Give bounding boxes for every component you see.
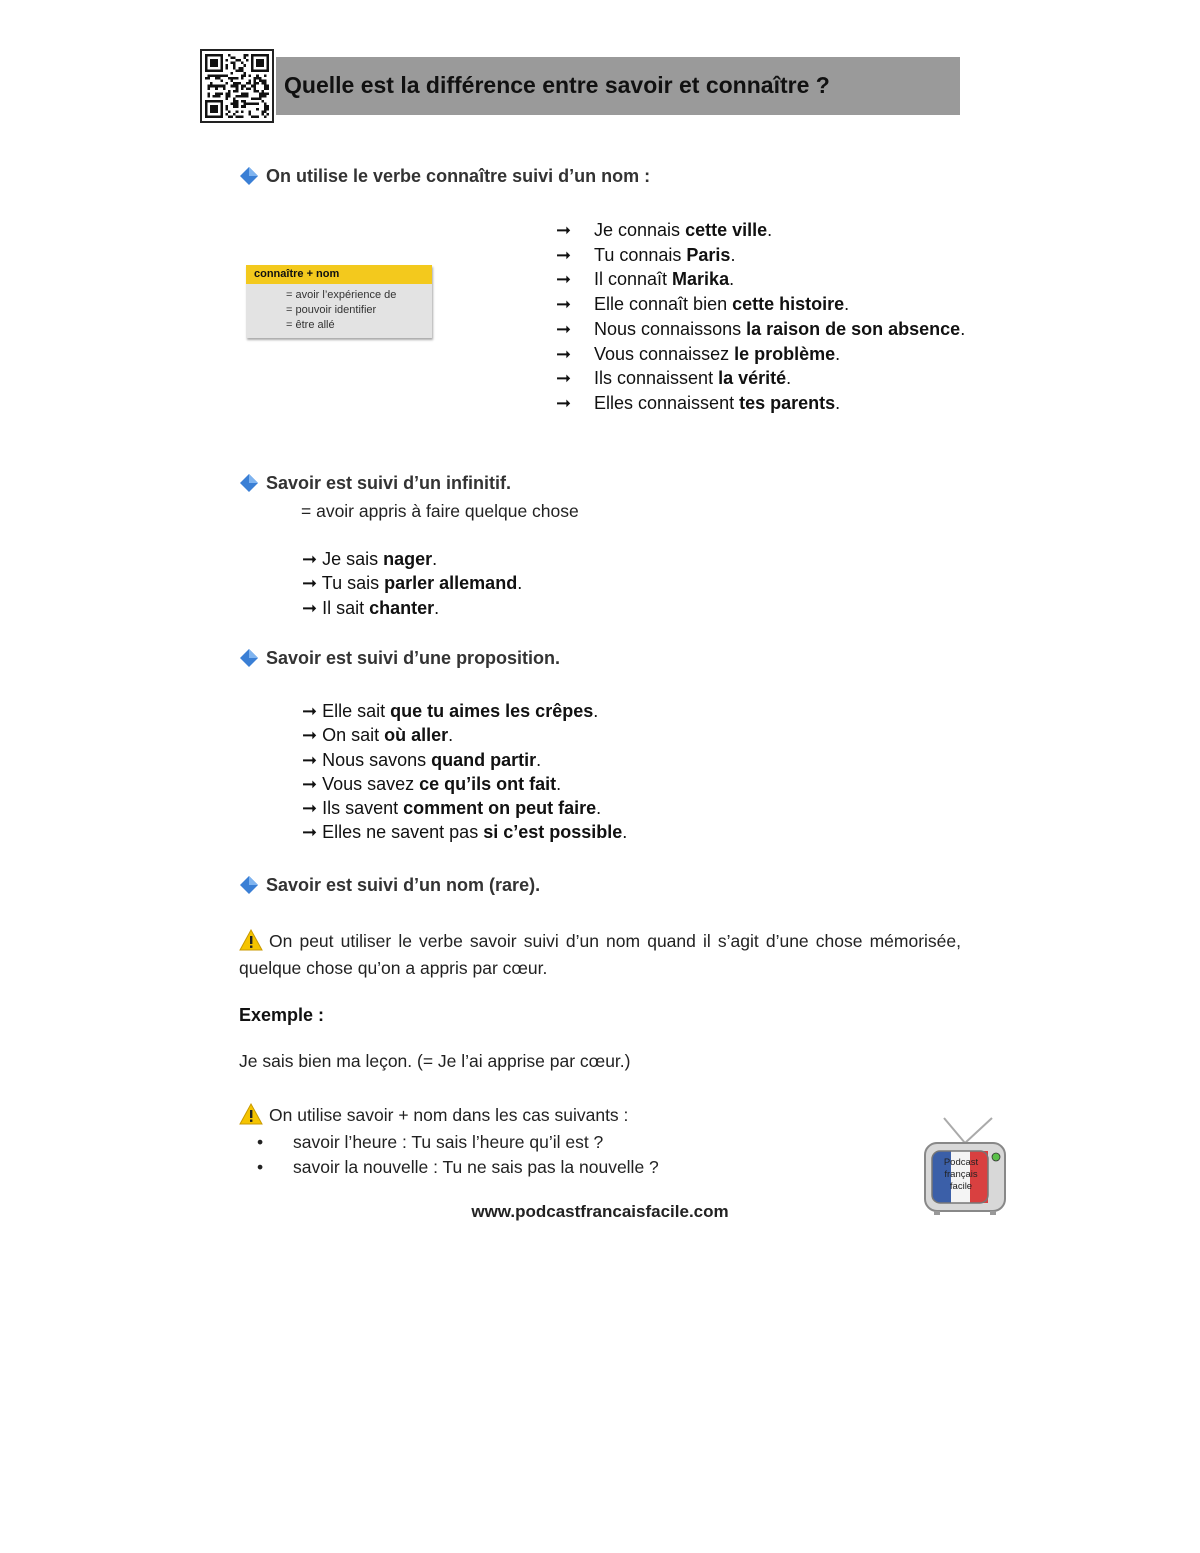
rule-box-line: = avoir l’expérience de xyxy=(286,289,397,301)
warning-text: On peut utiliser le verbe savoir suivi d’un nom quand il s’agit d’une chose mémorisée, quelque chose qu’on a appris par cœur. xyxy=(239,931,961,978)
diamond-bullet-icon xyxy=(239,875,259,895)
arrow-icon: ➞ xyxy=(302,725,323,746)
rule-box-title: connaître + nom xyxy=(246,265,432,284)
arrow-icon: ➞ xyxy=(556,318,572,339)
arrow-icon: ➞ xyxy=(556,343,572,364)
arrow-icon: ➞ xyxy=(302,573,322,594)
example-line: ➞ Vous connaissez le problème. xyxy=(556,342,965,367)
example-line: ➞ Tu sais parler allemand. xyxy=(302,573,523,594)
warning-cases-text: On utilise savoir + nom dans les cas suivants : xyxy=(269,1105,629,1125)
example-line: ➞ Je connais cette ville. xyxy=(556,218,965,243)
rule-box xyxy=(246,265,432,338)
section-infinitif-heading xyxy=(239,473,511,494)
arrow-icon: ➞ xyxy=(556,392,572,413)
example-sentence: Je sais bien ma leçon. (= Je l’ai apprise par cœur.) xyxy=(239,1051,631,1071)
example-line: ➞ Elles ne savent pas si c’est possible. xyxy=(302,822,628,843)
section-connaitre-heading xyxy=(239,166,650,187)
diamond-bullet-icon xyxy=(239,648,259,668)
warning-cases xyxy=(239,1102,628,1129)
diamond-bullet-icon xyxy=(239,473,259,493)
diamond-bullet-icon xyxy=(239,166,259,186)
list-item: • savoir l’heure : Tu sais l’heure qu’il est ? xyxy=(239,1130,659,1155)
rule-box-line: = être allé xyxy=(286,319,335,331)
section-heading-text: Savoir est suivi d’un infinitif. xyxy=(266,473,512,493)
example-line: ➞ Elles connaissent tes parents. xyxy=(556,391,965,416)
list-item: • savoir la nouvelle : Tu ne sais pas la nouvelle ? xyxy=(239,1155,659,1180)
example-line: ➞ On sait où aller. xyxy=(302,725,454,746)
proposition-example-list xyxy=(302,699,627,845)
rule-box-line: = pouvoir identifier xyxy=(286,304,377,316)
page-title: Quelle est la différence entre savoir et connaître ? xyxy=(284,72,830,98)
example-line: ➞ Ils connaissent la vérité. xyxy=(556,366,965,391)
section-heading-text: Savoir est suivi d’une proposition. xyxy=(266,648,561,668)
arrow-icon: ➞ xyxy=(556,294,572,315)
arrow-icon: ➞ xyxy=(302,701,323,721)
arrow-icon: ➞ xyxy=(302,749,323,770)
logo-text: Podcast français facile xyxy=(943,1157,979,1192)
section-nom-rare-heading xyxy=(239,875,540,896)
infinitif-example-list xyxy=(302,547,522,620)
bullet-dot-icon: • xyxy=(257,1157,264,1177)
example-line: ➞ Tu connais Paris. xyxy=(556,243,965,268)
arrow-icon: ➞ xyxy=(556,269,572,290)
arrow-icon: ➞ xyxy=(302,549,323,569)
example-line: ➞ Ils savent comment on peut faire. xyxy=(302,798,602,819)
warning-paragraph xyxy=(239,928,961,982)
example-line: ➞ Vous savez ce qu’ils ont fait. xyxy=(302,773,562,794)
qr-code-icon xyxy=(200,49,274,123)
section-heading-text: On utilise le verbe connaître suivi d’un nom : xyxy=(266,166,651,186)
example-line: ➞ Nous savons quand partir. xyxy=(302,749,542,770)
arrow-icon: ➞ xyxy=(302,798,323,819)
infinitif-definition: = avoir appris à faire quelque chose xyxy=(301,501,579,521)
arrow-icon: ➞ xyxy=(556,368,572,389)
connaitre-example-list xyxy=(556,218,965,416)
bullet-dot-icon: • xyxy=(257,1132,264,1152)
footer-url: www.podcastfrancaisfacile.com xyxy=(471,1202,729,1221)
example-line: ➞ Elle connaît bien cette histoire. xyxy=(556,292,965,317)
warning-icon xyxy=(239,929,263,951)
example-line: ➞ Il connaît Marika. xyxy=(556,267,965,292)
section-heading-text: Savoir est suivi d’un nom (rare). xyxy=(266,875,541,895)
arrow-icon: ➞ xyxy=(302,773,323,794)
example-label: Exemple : xyxy=(239,1005,325,1025)
example-line: ➞ Il sait chanter. xyxy=(302,597,440,618)
arrow-icon: ➞ xyxy=(556,220,572,240)
cases-bullet-list xyxy=(239,1130,659,1180)
example-line: ➞ Nous connaissons la raison de son absence. xyxy=(556,317,965,342)
arrow-icon: ➞ xyxy=(556,244,572,265)
section-proposition-heading xyxy=(239,648,560,669)
arrow-icon: ➞ xyxy=(302,597,323,618)
example-line: ➞ Elle sait que tu aimes les crêpes. xyxy=(302,701,599,721)
arrow-icon: ➞ xyxy=(302,822,323,843)
warning-icon xyxy=(239,1103,263,1125)
example-line: ➞ Je sais nager. xyxy=(302,549,438,569)
